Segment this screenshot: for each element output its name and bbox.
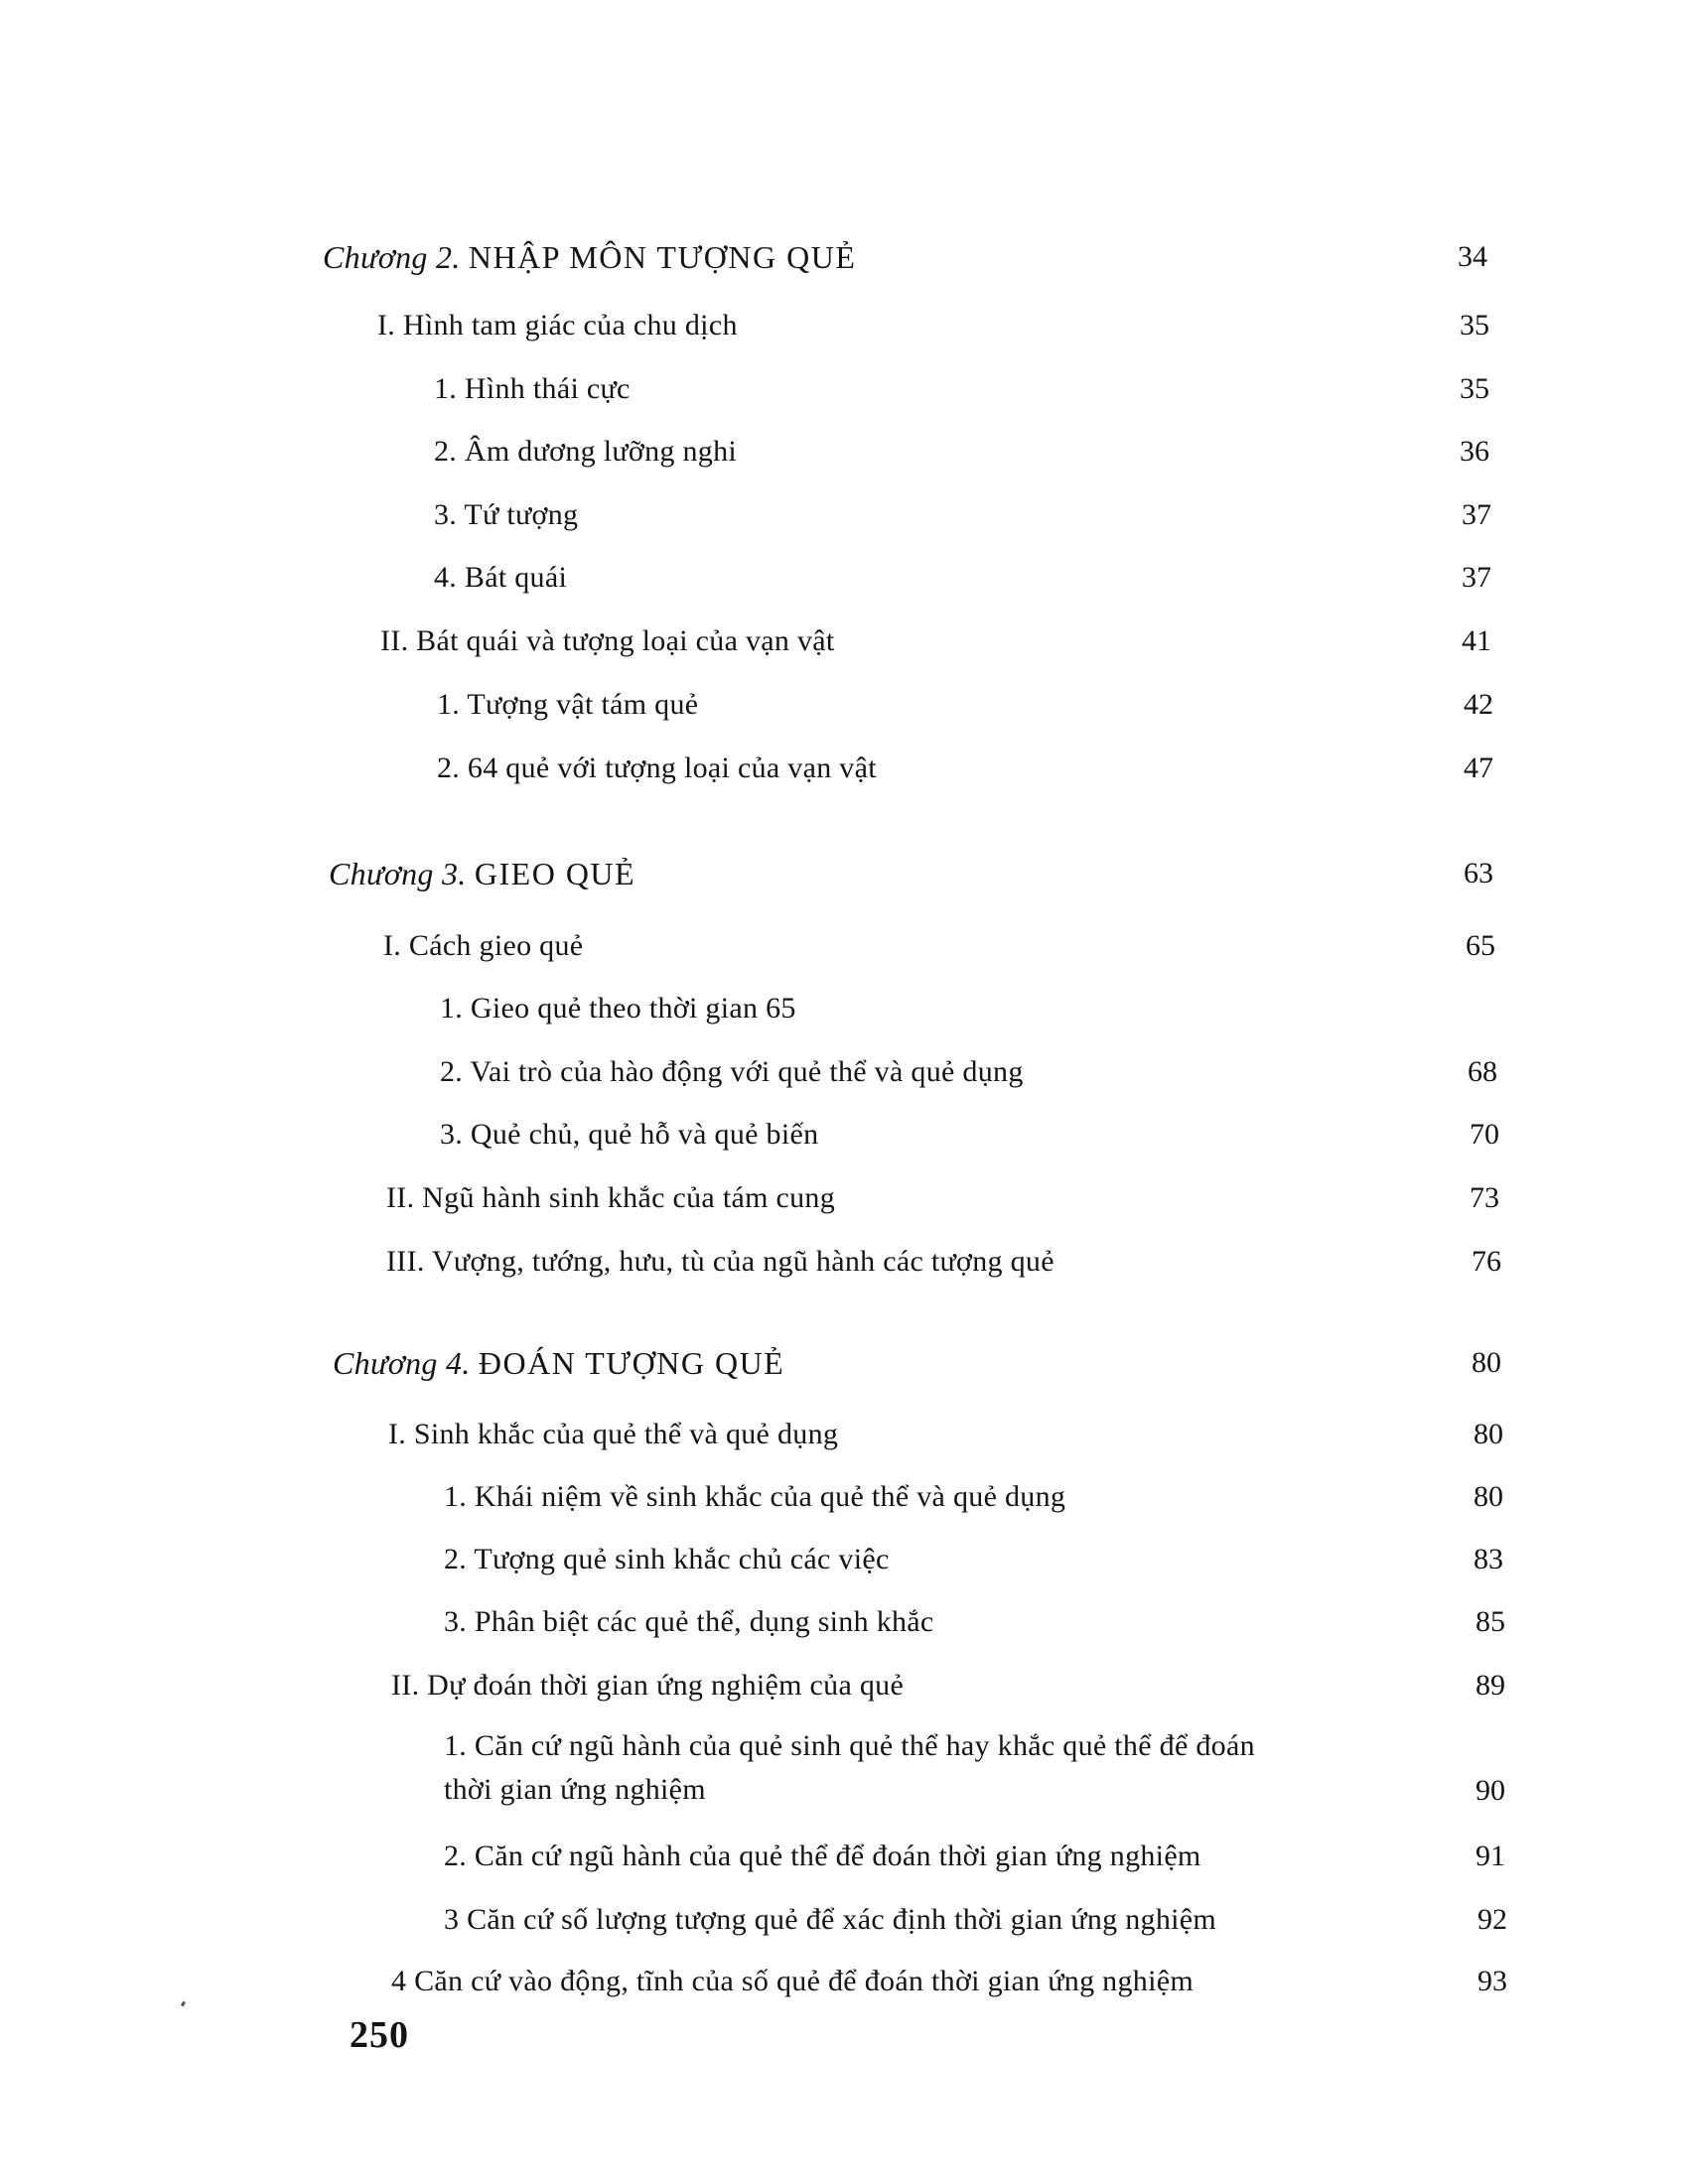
chapter-title: GIEO QUẺ [474,856,636,891]
toc-subsection: 3. Phân biệt các quẻ thể, dụng sinh khắc [444,1605,934,1638]
toc-section: II. Ngũ hành sinh khắc của tám cung [386,1181,836,1214]
toc-subsection: 3. Quẻ chủ, quẻ hỗ và quẻ biến [440,1118,819,1151]
chapter-label: Chương 3. [329,856,467,891]
page-number: 42 [1464,688,1493,721]
toc-subsection: 1. Hình thái cực [434,372,631,405]
toc-subsection: 2. Tượng quẻ sinh khắc chủ các việc [444,1543,890,1575]
page-number: 37 [1462,561,1491,594]
page-number: 35 [1460,309,1489,341]
page-number: 80 [1474,1418,1503,1450]
toc-section: I. Hình tam giác của chu dịch [377,309,738,341]
toc-subsection: 1. Gieo quẻ theo thời gian 65 [440,992,796,1024]
toc-section: II. Dự đoán thời gian ứng nghiệm của quẻ [391,1669,905,1702]
page-number: 37 [1462,498,1491,531]
chapter-label: Chương 4. [333,1345,471,1381]
toc-subsection: 4 Căn cứ vào động, tĩnh của số quẻ để đoán thời gian ứng nghiệm [391,1965,1194,1997]
page-number: 34 [1458,240,1487,273]
toc-subsection: 2. 64 quẻ với tượng loại của vạn vật [437,751,877,784]
page-number: 68 [1468,1055,1497,1088]
page-number: 80 [1474,1480,1503,1513]
chapter-title: ĐOÁN TƯỢNG QUẺ [478,1345,785,1381]
toc-section: III. Vượng, tướng, hưu, tù của ngũ hành các tượng quẻ [386,1245,1055,1278]
toc-section: I. Cách gieo quẻ [383,929,584,962]
toc-section: I. Sinh khắc của quẻ thể và quẻ dụng [388,1418,839,1450]
toc-subsection: 1. Khái niệm về sinh khắc của quẻ thể và quẻ dụng [444,1480,1066,1513]
page-number: 65 [1466,929,1495,962]
chapter-heading [323,239,856,275]
page-number: 83 [1474,1543,1503,1575]
toc-subsection: 1. Tượng vật tám quẻ [437,688,699,721]
toc-subsection: 2. Căn cứ ngũ hành của quẻ thể để đoán thời gian ứng nghiệm [444,1840,1201,1872]
chapter-heading [333,1345,784,1381]
toc-subsection: 2. Vai trò của hào động với quẻ thể và quẻ dụng [440,1055,1024,1088]
page-number: 91 [1476,1840,1505,1872]
page-number: 80 [1472,1346,1501,1379]
chapter-title: NHẬP MÔN TƯỢNG QUẺ [468,239,857,275]
page-number: 63 [1464,857,1493,889]
toc-subsection: 4. Bát quái [434,561,568,594]
toc-subsection: 3 Căn cứ số lượng tượng quẻ để xác định thời gian ứng nghiệm [444,1903,1217,1936]
page-number: 89 [1476,1669,1505,1702]
page-number: 36 [1460,435,1489,468]
toc-subsection: 1. Căn cứ ngũ hành của quẻ sinh quẻ thể hay khắc quẻ thể để đoán thời gian ứng nghiệm [444,1729,1255,1806]
page-number: 73 [1470,1181,1499,1214]
scan-speck [181,2001,186,2007]
toc-subsection: 2. Âm dương lưỡng nghi [434,435,738,468]
page-number: 90 [1476,1774,1505,1807]
page-number: 41 [1462,624,1491,657]
page-number: 47 [1464,751,1493,784]
page-folio: 250 [350,2014,409,2056]
chapter-heading [329,856,635,891]
page-number: 85 [1476,1605,1505,1638]
chapter-label: Chương 2. [323,239,461,275]
page-number: 35 [1460,372,1489,405]
page-number: 93 [1477,1965,1507,1997]
toc-section: II. Bát quái và tượng loại của vạn vật [380,624,835,657]
page-number: 70 [1470,1118,1499,1151]
page-number: 92 [1477,1903,1507,1936]
toc-subsection: 3. Tứ tượng [434,498,579,531]
page-number: 76 [1472,1245,1501,1278]
